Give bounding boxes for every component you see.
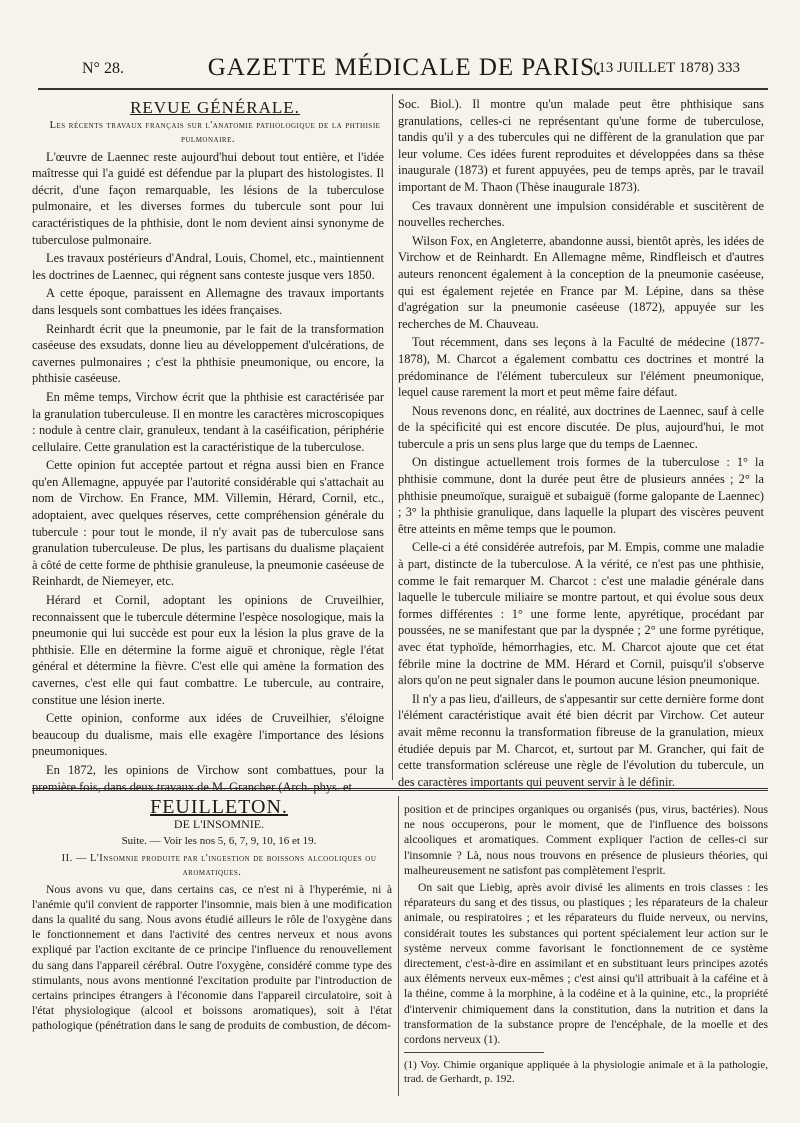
issue-date-text: (13 JUILLET 1878): [593, 60, 714, 76]
paragraph: A cette époque, paraissent en Allemagne des travaux importants dans lesquels sont combattues les idées françaises.: [32, 286, 384, 317]
feuilleton-left-column: [32, 796, 392, 1036]
masthead: [70, 54, 740, 84]
paragraph: Reinhardt écrit que la pneumonie, par le fait de la transformation caséeuse des exsudats, donne lieu au développement d'ulcérations, de cavernes pulmonaires ; c'est la phthisie pneumonique, ou encore, la phthisie caséeuse.: [32, 321, 384, 386]
footnote: [404, 1058, 768, 1088]
footnote-text: (1) Voy. Chimie organique appliquée à la physiologie animale et à la pathologie, trad. de Gerhardt, p. 192.: [404, 1059, 768, 1085]
revue-right-column: [398, 96, 764, 792]
paragraph: Cette opinion fut acceptée partout et régna aussi bien en France qu'en Allemagne, appuyée par l'autorité considérable qui s'attachait au nom de Virchow. En France, MM. Villemin, Hérard, Cornil, etc., adoptaient, avec quelques réserves, cette compréhension générale du tubercule : pour tout le monde, il n'y avait pas de tuberculose sans granulation tuberculeuse. De plus, les partisans du dualisme plaçaient à côté de cette forme de phthisie granuleuse, la pneumonie caséeuse de Reinhardt, de Niemeyer, etc.: [32, 458, 384, 589]
column-divider: [392, 94, 393, 780]
feuilleton-subheading: DE L'INSOMNIE.: [173, 817, 265, 832]
feuilleton-column-divider: [398, 796, 399, 1096]
paragraph: Hérard et Cornil, adoptant les opinions de Cruveilhier, reconnaissent que le tubercule détermine l'espèce nosologique, mais la pneumonie qui lui succède est pour eux la lésion la plus grave de la phthisie. Elle en détermine la forme aiguë et chronique, règle l'état général et détermine la fièvre. C'est elle qui amène la formation des cavernes, c'est elle qui faut combattre. Le tubercule, au contraire, constitue une lésion inerte.: [32, 593, 384, 707]
paragraph: Wilson Fox, en Angleterre, abandonne aussi, bientôt après, les idées de Virchow et de Reinhardt. En Allemagne même, Rindfleisch et d'autres auteurs renoncent également à la conception de la pneumonie caséeuse, qui est également rejetée en France par M. Lépine, dans sa thèse d'agrégation sur la pneumonie caséeuse (1872), appuyée sur les recherches de M. Chauveau.: [398, 233, 764, 331]
issue-number: N° 28.: [82, 60, 124, 77]
masthead-rule: [38, 88, 768, 90]
paragraph: L'œuvre de Laennec reste aujourd'hui debout tout entière, et l'idée maîtresse qui l'a guidé est défendue par la plupart des histologistes. Il décrit, d'une façon remarquable, les lésions de la tuberculose pulmonaire, et les diverses formes du tubercule sont pour lui caractéristiques de la phthisie, dont le nom devient ainsi synonyme de tuberculose pulmonaire.: [32, 149, 384, 247]
feuilleton-heading: FEUILLETON.: [150, 796, 288, 818]
paragraph: Soc. Biol.). Il montre qu'un malade peut être phthisique sans granulations, celles-ci ne représentant qu'une forme de tuberculose, tandis qu'il y a des tubercules qui ne diffèrent de la granulation que par leur volume. Ces idées furent reproduites et développées dans sa thèse inaugurale (1873) et furent appuyées, peu de temps après, par le travail important de M. Thaon (Thèse inaugurale 1873).: [398, 97, 764, 194]
revue-heading: REVUE GÉNÉRALE.: [130, 98, 300, 117]
page-number: 333: [717, 60, 740, 76]
revue-subheading: Les récents travaux français sur l'anatomie pathologique de la phthisie pulmonaire.: [49, 119, 381, 145]
paragraph: Celle-ci a été considérée autrefois, par M. Empis, comme une maladie à part, distincte de la tuberculose. A la vérité, ce n'est pas une phthisie, comme le fait remarquer M. Charcot : c'est une maladie générale dans laquelle le tubercule miliaire se montre partout, et qui évolue sous deux formes différentes : 1° une forme lente, apyrétique, procédant par poussées, ne se manifestant que par la dyspnée ; 2° une forme pyrétique, avec état typhoïde, hémorrhagies, etc. M. Charcot ajoute que cet état fébrile mine la doctrine de MM. Hérard et Cornil, puisqu'il s'observe alors qu'on ne peut signaler dans le poumon aucune lésion pneumonique.: [398, 540, 764, 688]
paragraph: Il n'y a pas lieu, d'ailleurs, de s'appesantir sur cette dernière forme dont l'élément caractéristique avait été bien décrit par Virchow. Cet auteur avait même reconnu la transformation fibreuse de la granulation, mieux étudiée depuis par M. Charcot, et, surtout par M. Grancher, qui fait de cette transformation scléreuse une règle de l'évolution du tubercule, un des caractères importants qui peuvent servir à le définir.: [398, 691, 764, 789]
paragraph: En 1872, les opinions de Virchow sont combattues, pour la première fois, dans deux travaux de M. Grancher (Arch. phys. et: [32, 762, 384, 794]
paragraph: On distingue actuellement trois formes de la tuberculose : 1° la phthisie commune, dont la durée peut être de plusieurs années ; 2° la phthisie pneumoïque, suraiguë et subaiguë (forme galopante de Laennec) ; 3° la phthisie granulique, dans laquelle la plupart des viscères peuvent être atteints en même temps que le poumon.: [398, 455, 764, 536]
footnote-rule: [404, 1052, 544, 1053]
paragraph: En même temps, Virchow écrit que la phthisie est caractérisée par la granulation tuberculeuse. Il en montre les caractères microscopiques : nodule à centre clair, granuleux, tendant à la caséification, périphérie cellulaire. Cette granulation est la caractéristique de la tuberculose.: [32, 389, 384, 454]
newspaper-title: GAZETTE MÉDICALE DE PARIS.: [207, 54, 603, 81]
feuilleton-rule: [32, 788, 768, 791]
issue-date: [593, 60, 740, 77]
paragraph: Cette opinion, conforme aux idées de Cruveilhier, s'éloigne beaucoup du dualisme, mais elle exagère l'importance des lésions pneumoniques.: [32, 711, 384, 759]
feuilleton-suite: Suite. — Voir les nos 5, 6, 7, 9, 10, 16 et 19.: [121, 835, 317, 848]
feuilleton-section-title: II. — L'Insomnie produite par l'ingestion de boissons alcooliques ou aromatiques.: [61, 852, 377, 878]
paragraph: Les travaux postérieurs d'Andral, Louis, Chomel, etc., maintiennent les doctrines de Laennec, qui régnent sans conteste jusque vers 1850.: [32, 251, 384, 282]
paragraph: Nous avons vu que, dans certains cas, ce n'est ni à l'hyperémie, ni à l'anémie qu'il convient de rapporter l'insomnie, mais bien à une modification dans la qualité du sang. Nous avons étudié ailleurs le rôle de l'oxygène dans le fonctionnement et dans l'activité des centres nerveux et nous avons expliqué par l'action excitante de ce principe l'influence du renouvellement du sang dans l'appareil cérébral. Outre l'oxygène, considéré comme type des stimulants, nous avons mentionné l'excitation produite par l'introduction de certains principes étrangers à l'économie dans l'appareil circulatoire, soit à l'état physiologique (alcool et boissons aromatiques), soit à l'état pathologique (pénétration dans le sang de produits de combustion, de décom-: [32, 882, 392, 1033]
paragraph: Ces travaux donnèrent une impulsion considérable et suscitèrent de nouvelles recherches.: [398, 198, 764, 230]
revue-left-column: [32, 100, 384, 797]
paragraph: Tout récemment, dans ses leçons à la Faculté de médecine (1877-1878), M. Charcot a également combattu ces doctrines et montré la prédominance de l'élément tuberculeux sur l'élément pneumonique, lequel cause rarement la mort et peut même faire défaut.: [398, 335, 764, 400]
feuilleton-right-column: [404, 802, 768, 1049]
paragraph: position et de principes organiques ou organisés (pus, virus, bactéries). Nous ne nous occuperons, pour le moment, que de l'influence des boissons alcooliques et aromatiques. Comment expliquer l'action de celles-ci sur l'insomnie ? Là, nous nous trouvons en présence de plusieurs théories, qui malheureusement ne satisfont pas complètement l'esprit.: [404, 803, 768, 877]
paragraph: Nous revenons donc, en réalité, aux doctrines de Laennec, sauf à celle de la spécificité qui est encore discutée. De plus, aujourd'hui, le mot tubercule a pris un sens plus large que du temps de Laennec.: [398, 403, 764, 451]
paragraph: On sait que Liebig, après avoir divisé les aliments en trois classes : les réparateurs du sang et des tissus, ou plastiques ; les réparateurs de la chaleur animale, ou respiratoires ; et les réparateurs du fluide nerveux, ou nervins, considérait toutes les substances qui portent spécialement leur action sur le système nerveux comme favorisant le fonctionnement de ce système directement, c'est-à-dire en assimilant et en substituant leurs principes azotés aux éléments nerveux eux-mêmes ; c'est ainsi qu'il attribuait à la caféine et à la théine, comme à la morphine, à la codéine et à la quinine, etc., la propriété d'intervenir chimiquement dans la constitution, dans la nutrition et dans la transformation de la substance propre de l'encéphale, de la moelle et des cordons nerveux (1).: [404, 881, 768, 1047]
